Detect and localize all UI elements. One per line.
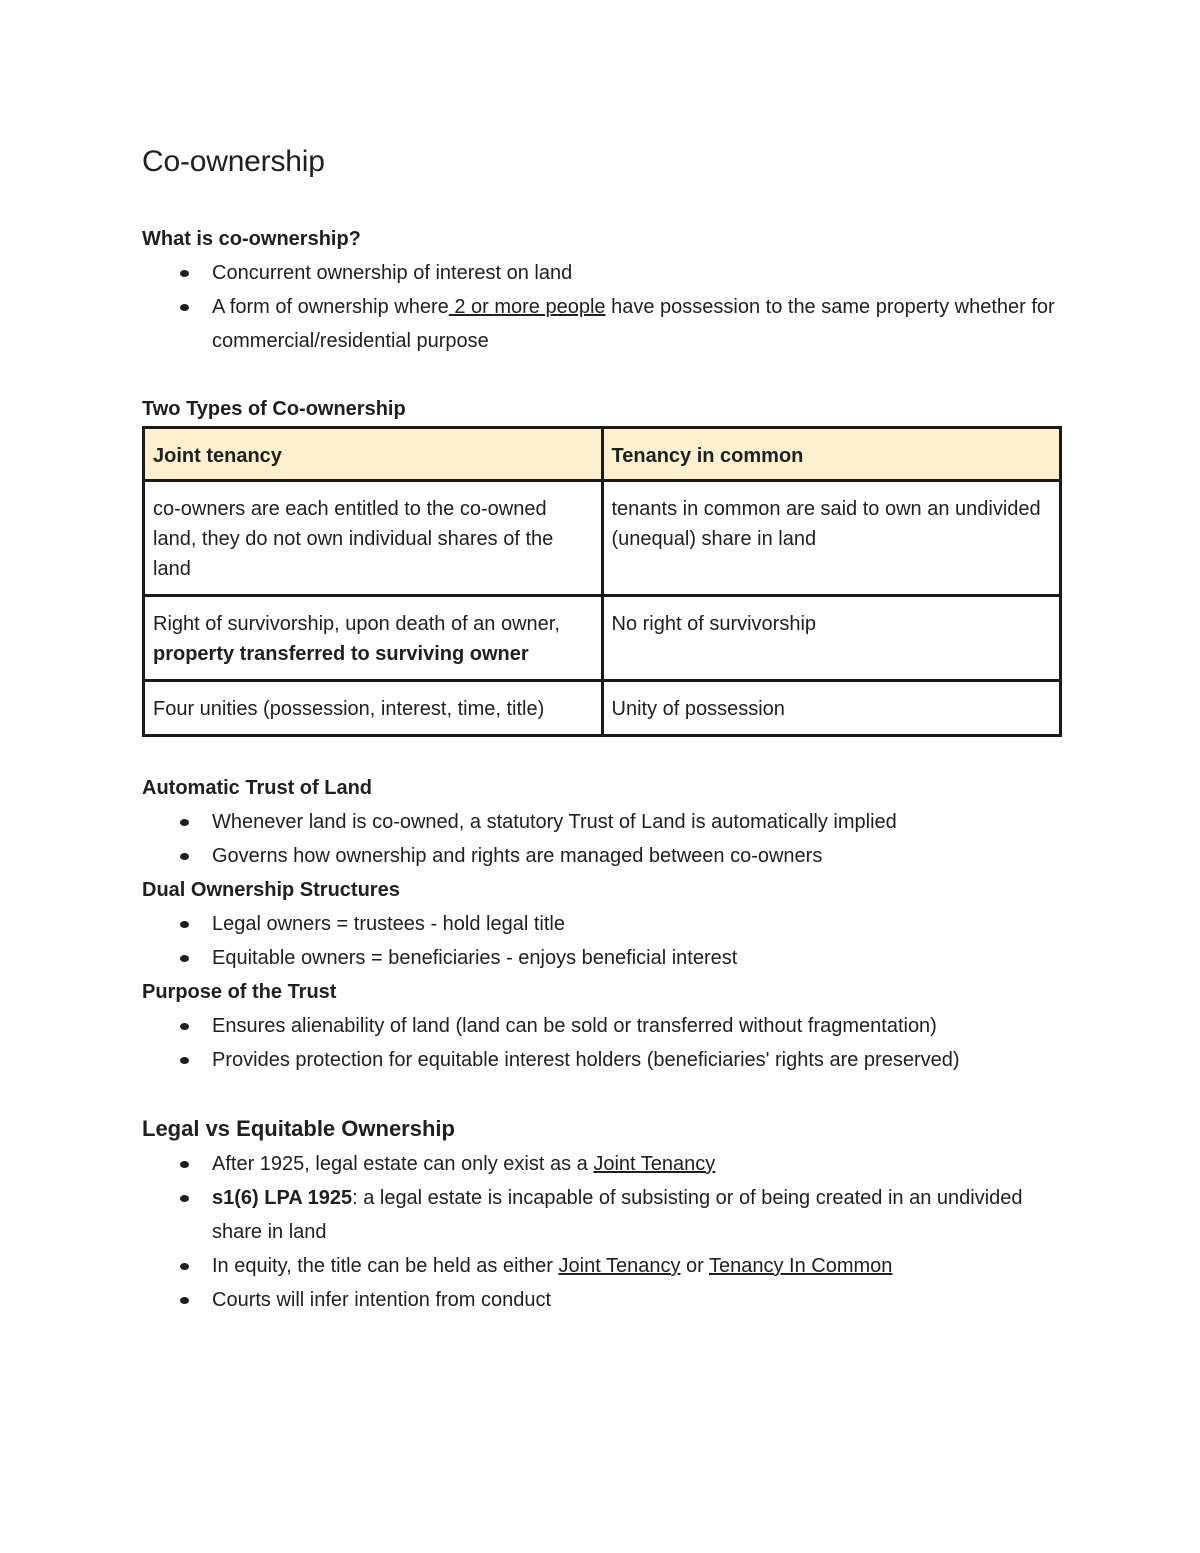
table-row (144, 481, 1061, 596)
list-item-text: After 1925, legal estate can only exist as a (212, 1153, 594, 1175)
legal-vs-equitable-heading: Legal vs Equitable Ownership (142, 1116, 455, 1141)
list-item (142, 1181, 1062, 1249)
document-page (142, 140, 1062, 1317)
list-item (142, 256, 1062, 290)
co-ownership-types-table (142, 426, 1062, 737)
auto-trust-heading: Automatic Trust of Land (142, 777, 372, 799)
underlined-text: Tenancy In Common (709, 1255, 893, 1277)
table-cell: co-owners are each entitled to the co-owned land, they do not own individual shares of the land (144, 481, 603, 596)
table-cell: Unity of possession (602, 681, 1061, 736)
list-item-text: Concurrent ownership of interest on land (212, 262, 573, 284)
table-cell: tenants in common are said to own an undivided (unequal) share in land (602, 481, 1061, 596)
table-header-row (144, 428, 1061, 481)
spacer (142, 358, 1062, 392)
page-title: Co-ownership (142, 145, 325, 178)
list-item (142, 290, 1062, 358)
table-cell: No right of survivorship (602, 596, 1061, 681)
list-item: Legal owners = trustees - hold legal title (142, 907, 1062, 941)
table-cell: Four unities (possession, interest, time, title) (144, 681, 603, 736)
list-item-text: : a legal estate is incapable of subsisting or of being created in an undivided share in land (212, 1187, 1023, 1243)
list-item (142, 1147, 1062, 1181)
list-item: Whenever land is co-owned, a statutory Trust of Land is automatically implied (142, 805, 1062, 839)
purpose-list (142, 1009, 1062, 1077)
list-item-text: A form of ownership where (212, 296, 449, 318)
list-item-text: have possession to the same property whether for commercial/residential purpose (212, 296, 1055, 352)
types-heading: Two Types of Co-ownership (142, 398, 406, 420)
list-item: Equitable owners = beneficiaries - enjoys beneficial interest (142, 941, 1062, 975)
table-row (144, 596, 1061, 681)
spacer (142, 184, 1062, 222)
spacer (142, 737, 1062, 771)
list-item-text: or (680, 1255, 709, 1277)
cell-text: Right of survivorship, upon death of an owner, (153, 613, 560, 635)
list-item (142, 1249, 1062, 1283)
what-is-list (142, 256, 1062, 358)
dual-ownership-list (142, 907, 1062, 975)
underlined-text: Joint Tenancy (558, 1255, 681, 1277)
list-item: Governs how ownership and rights are managed between co-owners (142, 839, 1062, 873)
underlined-text: Joint Tenancy (593, 1153, 716, 1175)
list-item: Provides protection for equitable interest holders (beneficiaries' rights are preserved) (142, 1043, 1062, 1077)
table-row (144, 681, 1061, 736)
what-is-heading: What is co-ownership? (142, 228, 361, 250)
table-cell (144, 596, 603, 681)
auto-trust-list (142, 805, 1062, 873)
spacer (142, 1077, 1062, 1111)
purpose-heading: Purpose of the Trust (142, 981, 337, 1003)
list-item: Courts will infer intention from conduct (142, 1283, 1062, 1317)
list-item: Ensures alienability of land (land can be sold or transferred without fragmentation) (142, 1009, 1062, 1043)
list-item-text: In equity, the title can be held as either (212, 1255, 559, 1277)
table-header-joint-tenancy: Joint tenancy (144, 428, 603, 481)
legal-vs-equitable-list (142, 1147, 1062, 1317)
bold-text: property transferred to surviving owner (153, 643, 529, 665)
bold-text: s1(6) LPA 1925 (212, 1187, 353, 1209)
dual-ownership-heading: Dual Ownership Structures (142, 879, 400, 901)
table-header-tenancy-in-common: Tenancy in common (602, 428, 1061, 481)
underlined-text: 2 or more people (448, 296, 606, 318)
